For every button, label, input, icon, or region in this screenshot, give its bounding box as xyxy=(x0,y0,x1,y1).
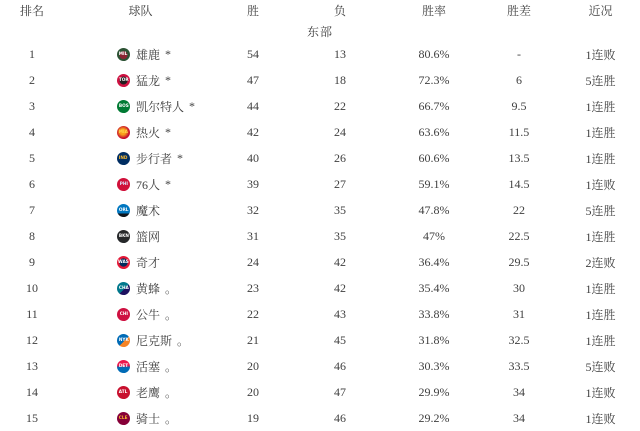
team-name: 猛龙 xyxy=(136,74,161,89)
pct-cell: 33.8% xyxy=(418,306,450,321)
team-name: 骑士 xyxy=(136,411,161,426)
team-name: 尼克斯 xyxy=(136,333,173,348)
team-cell xyxy=(64,124,217,141)
losses-cell: 13 xyxy=(334,47,346,62)
team-marker: 。 xyxy=(165,411,178,426)
team-marker: * xyxy=(189,99,196,114)
wins-cell: 39 xyxy=(247,177,259,192)
team-cell xyxy=(64,202,217,219)
table-row xyxy=(0,146,640,172)
pct-cell: 29.9% xyxy=(418,384,450,399)
gb-cell: 22 xyxy=(513,203,525,218)
wins-cell: 31 xyxy=(247,229,259,244)
rank-cell: 1 xyxy=(29,47,35,62)
team-name: 热火 xyxy=(136,126,161,141)
team-name: 魔术 xyxy=(136,204,161,219)
team-marker: 。 xyxy=(177,333,190,348)
team-marker: * xyxy=(165,125,172,140)
pct-cell: 63.6% xyxy=(418,125,450,140)
header-team: 球队 xyxy=(128,3,153,18)
wins-cell: 44 xyxy=(247,99,259,114)
rank-cell: 13 xyxy=(26,358,38,373)
team-logo-icon: NYK xyxy=(117,334,130,347)
rank-cell: 8 xyxy=(29,229,35,244)
losses-cell: 46 xyxy=(334,410,346,425)
losses-cell: 47 xyxy=(334,384,346,399)
table-header-row xyxy=(0,0,640,20)
streak-cell: 1连胜 xyxy=(585,152,616,167)
losses-cell: 24 xyxy=(334,125,346,140)
team-marker: 。 xyxy=(165,359,178,374)
pct-cell: 30.3% xyxy=(418,358,450,373)
gb-cell: 34 xyxy=(513,410,525,425)
gb-cell: 32.5 xyxy=(508,332,530,347)
table-row xyxy=(0,224,640,250)
header-gb: 胜差 xyxy=(506,3,531,18)
losses-cell: 43 xyxy=(334,306,346,321)
team-name: 凯尔特人 xyxy=(136,100,185,115)
wins-cell: 22 xyxy=(247,306,259,321)
gb-cell: 22.5 xyxy=(508,229,530,244)
pct-cell: 36.4% xyxy=(418,254,450,269)
team-name: 公牛 xyxy=(136,307,161,322)
team-logo-icon: IND xyxy=(117,152,130,165)
team-cell xyxy=(64,254,217,271)
losses-cell: 45 xyxy=(334,332,346,347)
team-name: 篮网 xyxy=(136,230,161,245)
losses-cell: 42 xyxy=(334,254,346,269)
team-logo-icon: PHI xyxy=(117,178,130,191)
streak-cell: 5连败 xyxy=(585,359,616,374)
table-row xyxy=(0,172,640,198)
streak-cell: 1连胜 xyxy=(585,126,616,141)
losses-cell: 46 xyxy=(334,358,346,373)
rank-cell: 6 xyxy=(29,177,35,192)
rank-cell: 5 xyxy=(29,151,35,166)
table-row xyxy=(0,250,640,276)
streak-cell: 1连胜 xyxy=(585,333,616,348)
streak-cell: 5连胜 xyxy=(585,204,616,219)
team-cell xyxy=(64,384,217,401)
streak-cell: 1连胜 xyxy=(585,100,616,115)
table-row xyxy=(0,301,640,327)
streak-cell: 1连胜 xyxy=(585,307,616,322)
team-name: 活塞 xyxy=(136,359,161,374)
table-row xyxy=(0,405,640,431)
team-logo-icon: ORL xyxy=(117,204,130,217)
team-cell xyxy=(64,410,217,427)
table-row xyxy=(0,94,640,120)
team-name: 步行者 xyxy=(136,152,173,167)
rank-cell: 2 xyxy=(29,73,35,88)
team-cell xyxy=(64,332,217,349)
conference-section-row xyxy=(0,20,640,42)
pct-cell: 35.4% xyxy=(418,280,450,295)
team-cell xyxy=(64,150,217,167)
wins-cell: 21 xyxy=(247,332,259,347)
gb-cell: 14.5 xyxy=(508,177,530,192)
table-row xyxy=(0,327,640,353)
pct-cell: 31.8% xyxy=(418,332,450,347)
team-logo-icon: ATL xyxy=(117,386,130,399)
team-cell xyxy=(64,306,217,323)
wins-cell: 20 xyxy=(247,358,259,373)
gb-cell: 31 xyxy=(513,306,525,321)
streak-cell: 2连败 xyxy=(585,255,616,270)
pct-cell: 47% xyxy=(423,229,445,244)
team-logo-icon: WAS xyxy=(117,256,130,269)
team-cell xyxy=(64,176,217,193)
header-wins: 胜 xyxy=(246,3,259,18)
wins-cell: 24 xyxy=(247,254,259,269)
losses-cell: 26 xyxy=(334,151,346,166)
team-name: 奇才 xyxy=(136,255,161,270)
team-marker: 。 xyxy=(165,385,178,400)
rank-cell: 3 xyxy=(29,99,35,114)
rank-cell: 14 xyxy=(26,384,38,399)
header-losses: 负 xyxy=(333,3,346,18)
losses-cell: 22 xyxy=(334,99,346,114)
team-cell xyxy=(64,46,217,63)
losses-cell: 35 xyxy=(334,203,346,218)
team-marker: * xyxy=(165,73,172,88)
gb-cell: 34 xyxy=(513,384,525,399)
pct-cell: 60.6% xyxy=(418,151,450,166)
rank-cell: 4 xyxy=(29,125,35,140)
table-row xyxy=(0,68,640,94)
team-name: 黄蜂 xyxy=(136,281,161,296)
table-row xyxy=(0,42,640,68)
wins-cell: 20 xyxy=(247,384,259,399)
streak-cell: 1连败 xyxy=(585,178,616,193)
losses-cell: 27 xyxy=(334,177,346,192)
streak-cell: 1连败 xyxy=(585,411,616,426)
losses-cell: 35 xyxy=(334,229,346,244)
rank-cell: 11 xyxy=(26,306,38,321)
wins-cell: 47 xyxy=(247,73,259,88)
pct-cell: 66.7% xyxy=(418,99,450,114)
team-marker: * xyxy=(177,151,184,166)
team-cell xyxy=(64,280,217,297)
table-row xyxy=(0,379,640,405)
rank-cell: 9 xyxy=(29,254,35,269)
streak-cell: 1连败 xyxy=(585,385,616,400)
team-cell xyxy=(64,228,217,245)
pct-cell: 59.1% xyxy=(418,177,450,192)
streak-cell: 1连胜 xyxy=(585,281,616,296)
team-logo-icon: MIA xyxy=(117,126,130,139)
gb-cell: 30 xyxy=(513,280,525,295)
rank-cell: 7 xyxy=(29,203,35,218)
gb-cell: 29.5 xyxy=(508,254,530,269)
team-marker: * xyxy=(165,47,172,62)
rank-cell: 12 xyxy=(26,332,38,347)
team-logo-icon: CLE xyxy=(117,412,130,425)
losses-cell: 42 xyxy=(334,280,346,295)
gb-cell: 6 xyxy=(516,73,522,88)
wins-cell: 42 xyxy=(247,125,259,140)
losses-cell: 18 xyxy=(334,73,346,88)
conference-label: 东部 xyxy=(306,24,333,39)
wins-cell: 32 xyxy=(247,203,259,218)
team-logo-icon: CHA xyxy=(117,282,130,295)
streak-cell: 1连败 xyxy=(585,48,616,63)
team-logo-icon: TOR xyxy=(117,74,130,87)
header-rank: 排名 xyxy=(19,3,44,18)
streak-cell: 1连胜 xyxy=(585,230,616,245)
team-cell xyxy=(64,72,217,89)
rank-cell: 10 xyxy=(26,280,38,295)
gb-cell: - xyxy=(517,47,521,62)
wins-cell: 54 xyxy=(247,47,259,62)
team-logo-icon: MIL xyxy=(117,48,130,61)
streak-cell: 5连胜 xyxy=(585,74,616,89)
pct-cell: 29.2% xyxy=(418,410,450,425)
team-marker: 。 xyxy=(165,281,178,296)
team-name: 雄鹿 xyxy=(136,48,161,63)
team-marker: * xyxy=(165,177,172,192)
team-logo-icon: BOS xyxy=(117,100,130,113)
gb-cell: 33.5 xyxy=(508,358,530,373)
team-logo-icon: CHI xyxy=(117,308,130,321)
header-streak: 近况 xyxy=(588,3,613,18)
team-logo-icon: DET xyxy=(117,360,130,373)
team-marker: 。 xyxy=(165,307,178,322)
team-cell xyxy=(64,358,217,375)
rank-cell: 15 xyxy=(26,410,38,425)
gb-cell: 11.5 xyxy=(508,125,530,140)
pct-cell: 72.3% xyxy=(418,73,450,88)
table-row xyxy=(0,353,640,379)
table-row xyxy=(0,275,640,301)
wins-cell: 40 xyxy=(247,151,259,166)
wins-cell: 19 xyxy=(247,410,259,425)
team-cell xyxy=(64,98,217,115)
team-name: 76人 xyxy=(136,178,161,193)
pct-cell: 47.8% xyxy=(418,203,450,218)
table-row xyxy=(0,198,640,224)
gb-cell: 9.5 xyxy=(511,99,527,114)
header-pct: 胜率 xyxy=(421,3,446,18)
pct-cell: 80.6% xyxy=(418,47,450,62)
gb-cell: 13.5 xyxy=(508,151,530,166)
team-logo-icon: BKN xyxy=(117,230,130,243)
table-row xyxy=(0,120,640,146)
team-name: 老鹰 xyxy=(136,385,161,400)
wins-cell: 23 xyxy=(247,280,259,295)
